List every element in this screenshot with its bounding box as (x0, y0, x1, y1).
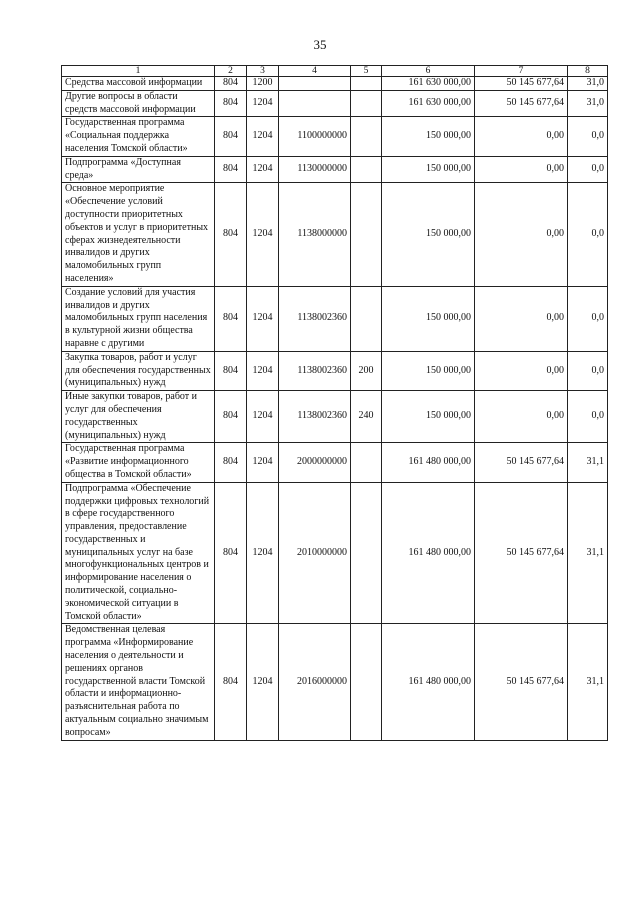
subsection-code-cell: 1204 (247, 624, 279, 740)
expense-type-cell (351, 443, 382, 482)
row-name-cell: Ведомственная целевая программа «Информирование населения о деятельности и решениях органов государственной власти Томской области и информационно-разъяснительная работа по актуальным социально значимым вопросам» (62, 624, 215, 740)
plan-amount-cell: 161 630 000,00 (382, 90, 475, 117)
percent-cell: 0,0 (568, 117, 608, 156)
table-row (62, 286, 608, 351)
table-row (62, 624, 608, 740)
percent-cell: 0,0 (568, 183, 608, 286)
section-code-cell: 804 (215, 482, 247, 624)
plan-amount-cell: 150 000,00 (382, 351, 475, 390)
section-code-cell: 804 (215, 391, 247, 443)
target-article-cell (279, 77, 351, 91)
target-article-cell (279, 90, 351, 117)
expense-type-cell (351, 156, 382, 183)
subsection-code-cell: 1204 (247, 351, 279, 390)
row-name-cell: Основное мероприятие «Обеспечение условий доступности приоритетных объектов и услуг в приоритетных сферах жизнедеятельности инвалидов и других маломобильных групп населения» (62, 183, 215, 286)
table-body (62, 66, 608, 741)
header-cell: 3 (247, 66, 279, 77)
executed-amount-cell: 50 145 677,64 (475, 77, 568, 91)
header-cell: 4 (279, 66, 351, 77)
plan-amount-cell: 161 480 000,00 (382, 482, 475, 624)
target-article-cell: 2010000000 (279, 482, 351, 624)
plan-amount-cell: 161 630 000,00 (382, 77, 475, 91)
row-name-cell: Государственная программа «Социальная поддержка населения Томской области» (62, 117, 215, 156)
header-cell: 1 (62, 66, 215, 77)
subsection-code-cell: 1204 (247, 482, 279, 624)
section-code-cell: 804 (215, 156, 247, 183)
expense-type-cell (351, 286, 382, 351)
expense-type-cell (351, 77, 382, 91)
expense-type-cell (351, 482, 382, 624)
percent-cell: 31,1 (568, 624, 608, 740)
percent-cell: 0,0 (568, 156, 608, 183)
subsection-code-cell: 1204 (247, 117, 279, 156)
plan-amount-cell: 150 000,00 (382, 156, 475, 183)
table-row (62, 117, 608, 156)
executed-amount-cell: 0,00 (475, 183, 568, 286)
executed-amount-cell: 50 145 677,64 (475, 482, 568, 624)
header-cell: 6 (382, 66, 475, 77)
target-article-cell: 1100000000 (279, 117, 351, 156)
target-article-cell: 1138002360 (279, 391, 351, 443)
percent-cell: 0,0 (568, 351, 608, 390)
expense-type-cell: 240 (351, 391, 382, 443)
row-name-cell: Закупка товаров, работ и услуг для обеспечения государственных (муниципальных) нужд (62, 351, 215, 390)
plan-amount-cell: 161 480 000,00 (382, 443, 475, 482)
expense-type-cell (351, 117, 382, 156)
row-name-cell: Средства массовой информации (62, 77, 215, 91)
expense-type-cell (351, 624, 382, 740)
percent-cell: 0,0 (568, 391, 608, 443)
header-cell: 7 (475, 66, 568, 77)
section-code-cell: 804 (215, 90, 247, 117)
budget-table (61, 65, 608, 741)
row-name-cell: Иные закупки товаров, работ и услуг для обеспечения государственных (муниципальных) нужд (62, 391, 215, 443)
header-cell: 8 (568, 66, 608, 77)
row-name-cell: Другие вопросы в области средств массовой информации (62, 90, 215, 117)
executed-amount-cell: 0,00 (475, 391, 568, 443)
row-name-cell: Государственная программа «Развитие информационного общества в Томской области» (62, 443, 215, 482)
plan-amount-cell: 161 480 000,00 (382, 624, 475, 740)
section-code-cell: 804 (215, 117, 247, 156)
subsection-code-cell: 1204 (247, 156, 279, 183)
executed-amount-cell: 0,00 (475, 156, 568, 183)
subsection-code-cell: 1200 (247, 77, 279, 91)
expense-type-cell (351, 183, 382, 286)
header-cell: 2 (215, 66, 247, 77)
target-article-cell: 1130000000 (279, 156, 351, 183)
section-code-cell: 804 (215, 443, 247, 482)
subsection-code-cell: 1204 (247, 391, 279, 443)
section-code-cell: 804 (215, 624, 247, 740)
table-row (62, 443, 608, 482)
executed-amount-cell: 50 145 677,64 (475, 90, 568, 117)
table-header-row (62, 66, 608, 77)
percent-cell: 31,1 (568, 482, 608, 624)
row-name-cell: Подпрограмма «Доступная среда» (62, 156, 215, 183)
percent-cell: 0,0 (568, 286, 608, 351)
subsection-code-cell: 1204 (247, 183, 279, 286)
plan-amount-cell: 150 000,00 (382, 391, 475, 443)
target-article-cell: 1138002360 (279, 286, 351, 351)
executed-amount-cell: 0,00 (475, 117, 568, 156)
table-row (62, 351, 608, 390)
percent-cell: 31,0 (568, 90, 608, 117)
table-row (62, 156, 608, 183)
target-article-cell: 2016000000 (279, 624, 351, 740)
table-row (62, 90, 608, 117)
table-row (62, 391, 608, 443)
table-row (62, 482, 608, 624)
executed-amount-cell: 0,00 (475, 286, 568, 351)
table-row (62, 183, 608, 286)
page-number: 35 (313, 37, 327, 52)
plan-amount-cell: 150 000,00 (382, 286, 475, 351)
executed-amount-cell: 50 145 677,64 (475, 443, 568, 482)
row-name-cell: Подпрограмма «Обеспечение поддержки цифровых технологий в сфере государственного управления, предоставление государственных и муниципальных услуг на базе многофункциональных центров и информирование населения о политической, социально-экономической ситуации в Томской области» (62, 482, 215, 624)
percent-cell: 31,0 (568, 77, 608, 91)
expense-type-cell (351, 90, 382, 117)
expense-type-cell: 200 (351, 351, 382, 390)
header-cell: 5 (351, 66, 382, 77)
section-code-cell: 804 (215, 183, 247, 286)
plan-amount-cell: 150 000,00 (382, 117, 475, 156)
subsection-code-cell: 1204 (247, 443, 279, 482)
section-code-cell: 804 (215, 77, 247, 91)
subsection-code-cell: 1204 (247, 90, 279, 117)
row-name-cell: Создание условий для участия инвалидов и других маломобильных групп населения в культурной жизни общества наравне с другими (62, 286, 215, 351)
subsection-code-cell: 1204 (247, 286, 279, 351)
section-code-cell: 804 (215, 351, 247, 390)
target-article-cell: 2000000000 (279, 443, 351, 482)
target-article-cell: 1138000000 (279, 183, 351, 286)
target-article-cell: 1138002360 (279, 351, 351, 390)
section-code-cell: 804 (215, 286, 247, 351)
executed-amount-cell: 0,00 (475, 351, 568, 390)
table-row (62, 77, 608, 91)
plan-amount-cell: 150 000,00 (382, 183, 475, 286)
percent-cell: 31,1 (568, 443, 608, 482)
executed-amount-cell: 50 145 677,64 (475, 624, 568, 740)
